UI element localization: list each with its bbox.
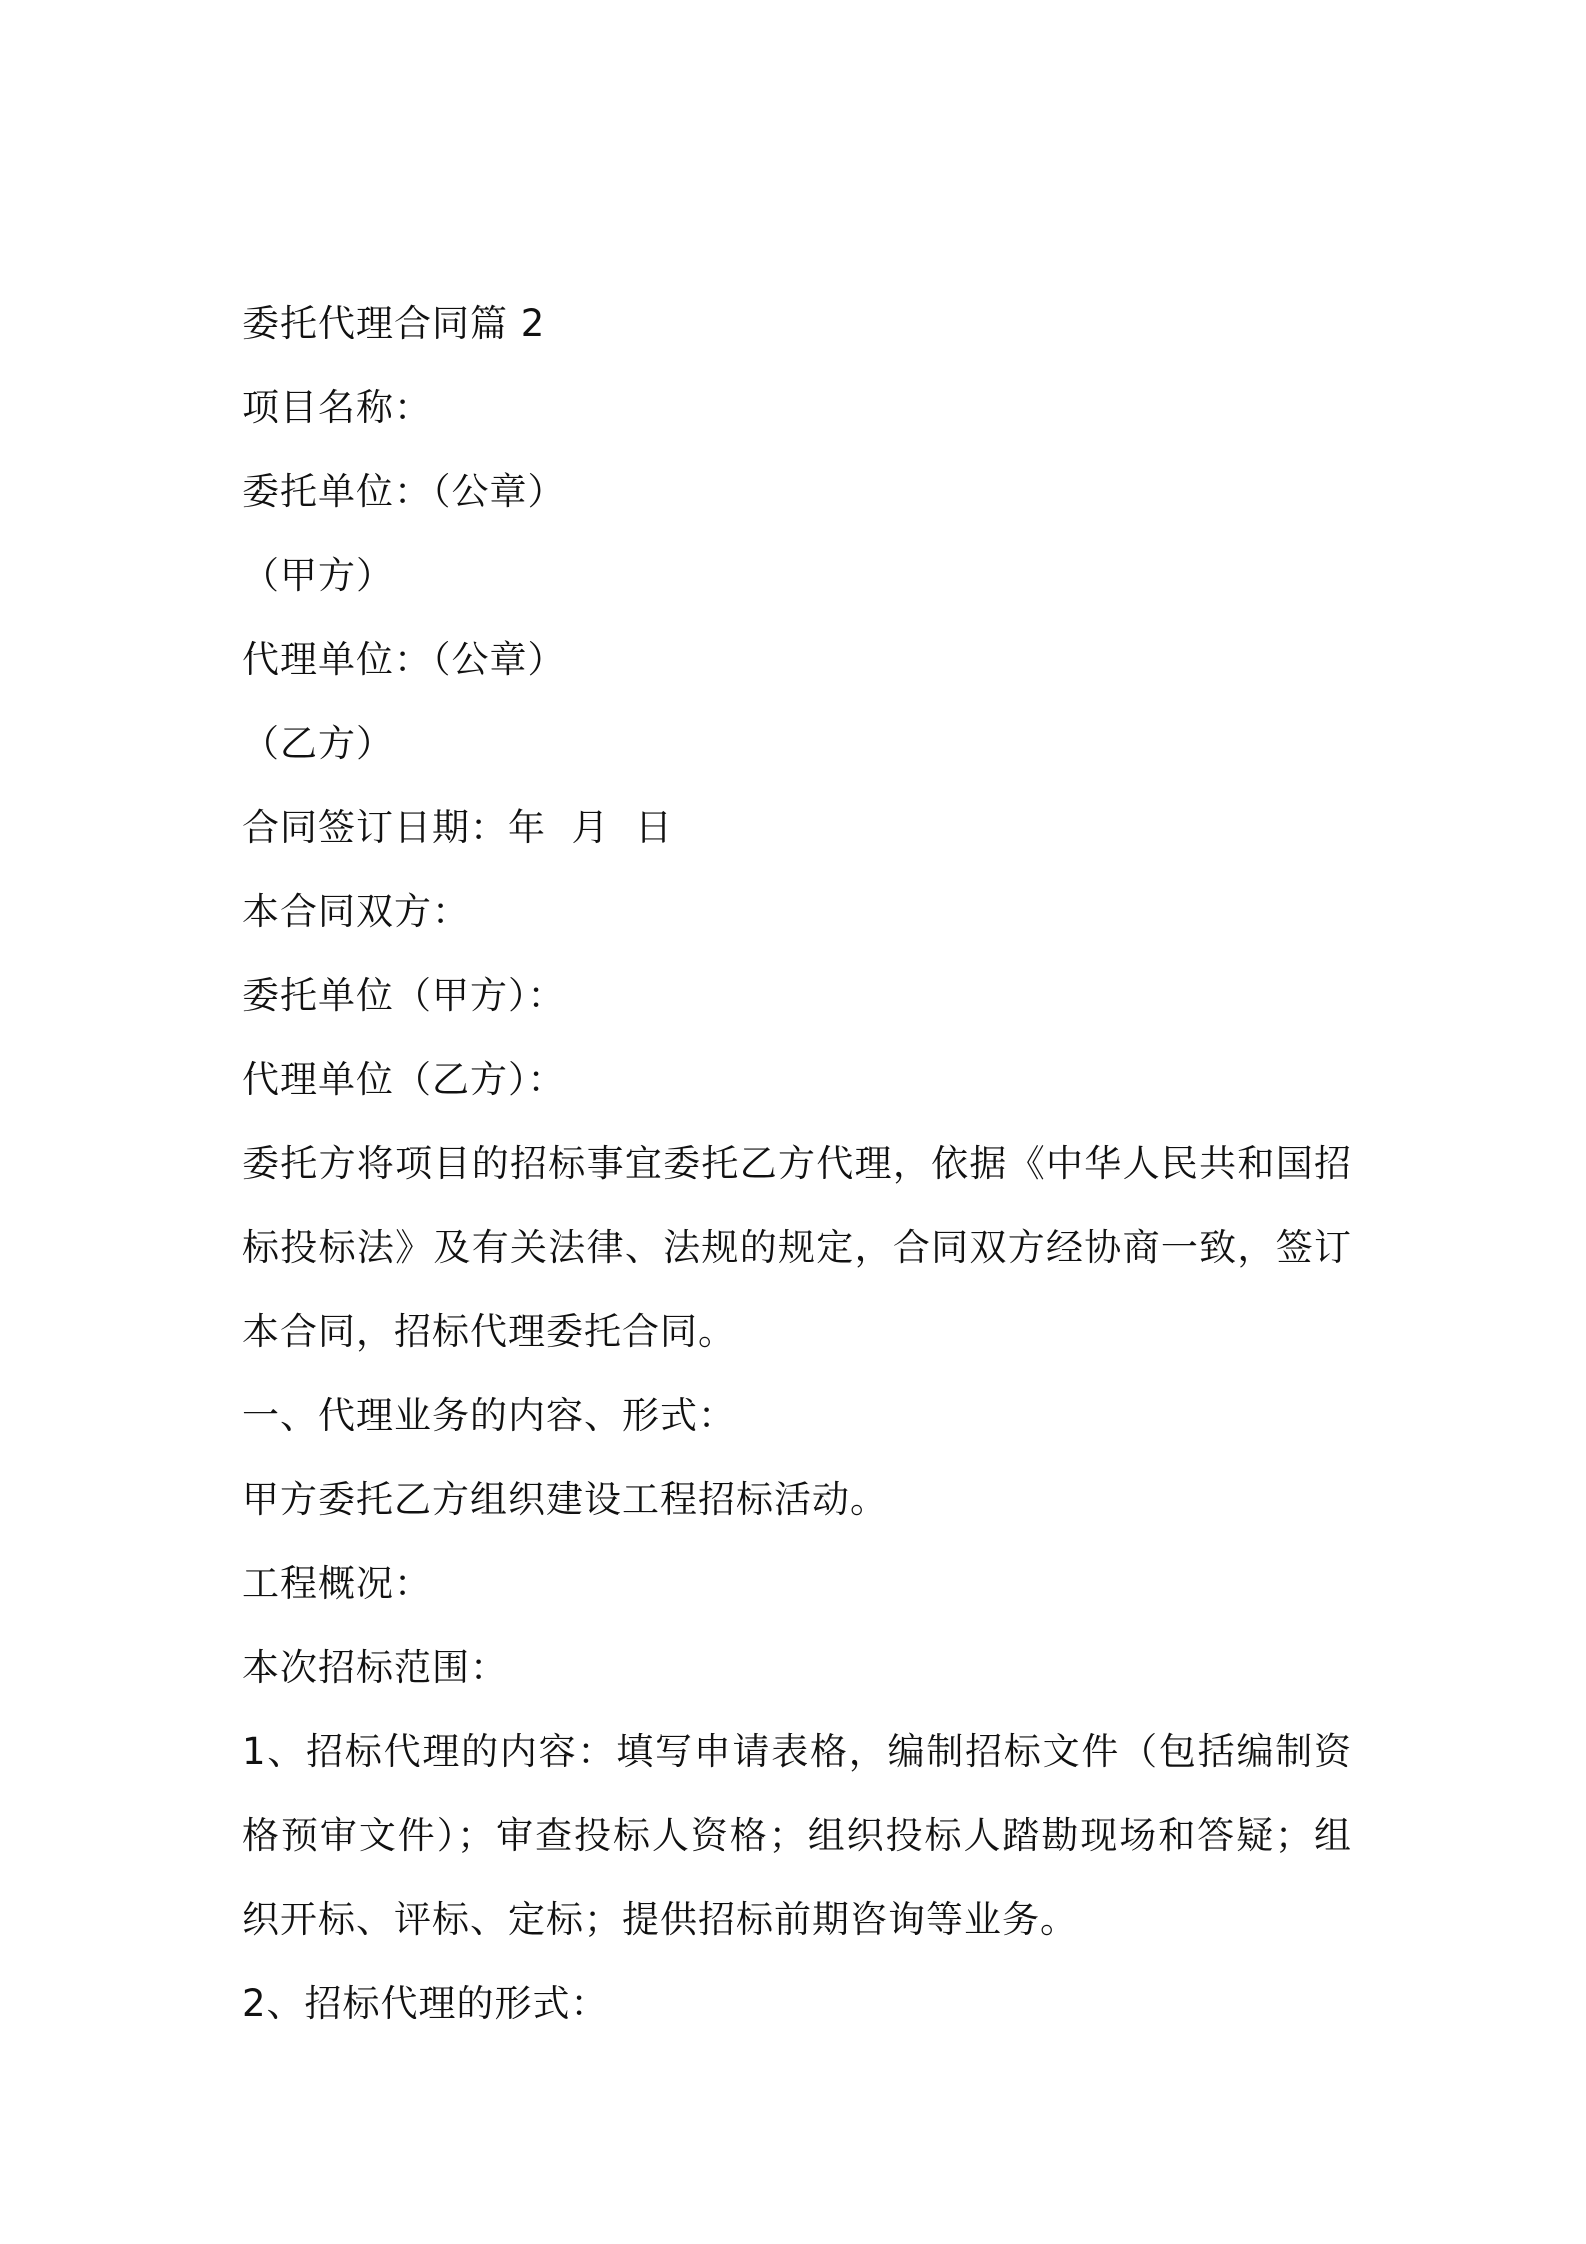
project-overview-field: 工程概况： <box>242 1562 432 1605</box>
principal-party-a-field: 委托单位（甲方）： <box>242 974 566 1017</box>
sign-date-field: 合同签订日期：年 月 日 <box>242 806 674 849</box>
agent-unit-field: 代理单位：（公章） <box>242 638 566 681</box>
preamble-paragraph: 委托方将项目的招标事宜委托乙方代理，依据《中华人民共和国招标投标法》及有关法律、法规的规定，合同双方经协商一致，签订本合同，招标代理委托合同。 <box>242 1142 1352 1353</box>
document-body <box>242 282 1352 2046</box>
item-1-paragraph: 1、招标代理的内容：填写申请表格，编制招标文件（包括编制资格预审文件）；审查投标人资格；组织投标人踏勘现场和答疑；组织开标、评标、定标；提供招标前期咨询等业务。 <box>242 1730 1352 1941</box>
project-name-field: 项目名称： <box>242 386 432 429</box>
party-a-label: （甲方） <box>242 554 394 597</box>
section-1-heading: 一、代理业务的内容、形式： <box>242 1394 736 1437</box>
party-b-label: （乙方） <box>242 722 394 765</box>
both-parties-heading: 本合同双方： <box>242 890 470 933</box>
principal-unit-field: 委托单位：（公章） <box>242 470 566 513</box>
document-title: 委托代理合同篇 2 <box>242 302 546 345</box>
agent-party-b-field: 代理单位（乙方）： <box>242 1058 566 1101</box>
section-1-text: 甲方委托乙方组织建设工程招标活动。 <box>242 1478 888 1521</box>
item-2-heading: 2、招标代理的形式： <box>242 1982 609 2025</box>
bidding-scope-field: 本次招标范围： <box>242 1646 508 1689</box>
